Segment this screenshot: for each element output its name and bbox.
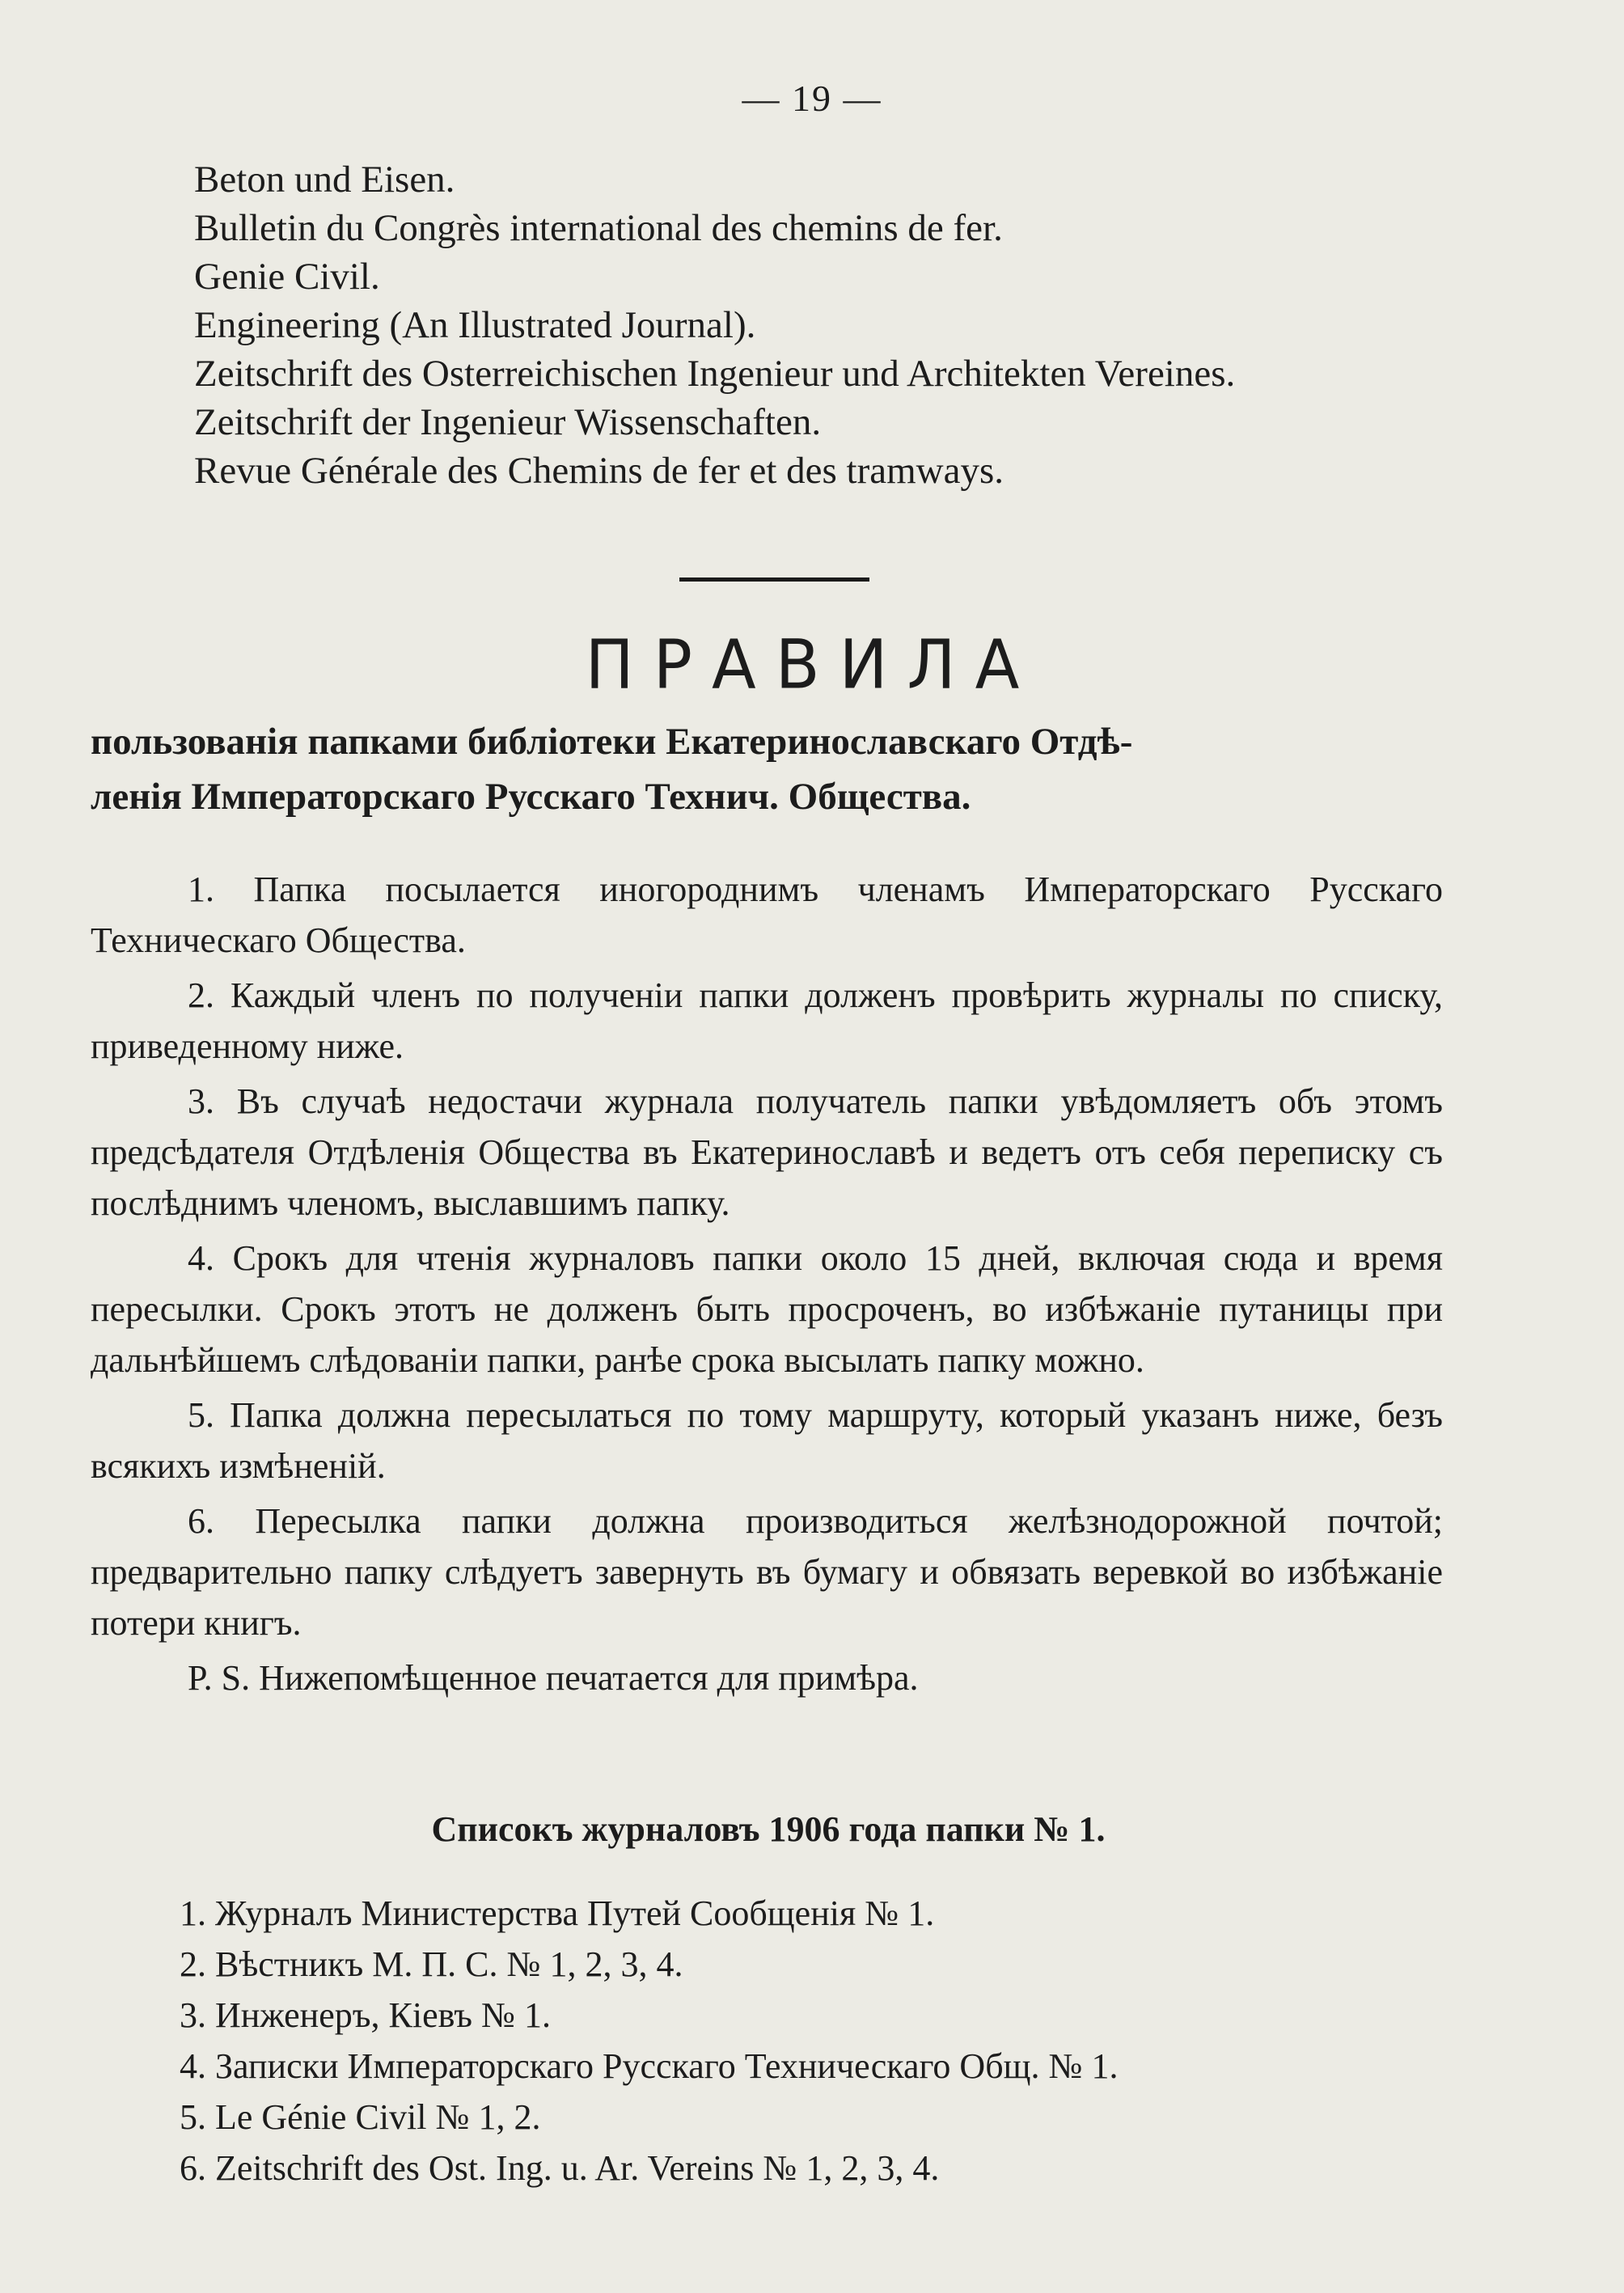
journal-line: Zeitschrift der Ingenieur Wissenschaften. — [194, 401, 822, 443]
subheading-line: пользованія папками библіотеки Екатеринославскаго Отдѣ- — [91, 721, 1133, 763]
journal-line: Genie Civil. — [194, 256, 380, 298]
subheading-line: ленія Императорскаго Русскаго Технич. Общества. — [91, 776, 971, 818]
list-item: 3. Инженеръ, Кіевъ № 1. — [180, 1995, 552, 2035]
list-item: 6. Zeitschrift des Ost. Ing. u. Ar. Vereins № 1, 2, 3, 4. — [180, 2148, 940, 2188]
rule-paragraph: 4. Срокъ для чтенія журналовъ папки около 15 дней, включая сюда и время пересылки. Срокъ этотъ не долженъ быть просроченъ, во избѣжаніе путаницы при дальнѣйшемъ слѣдованіи папки, ранѣе срока высылать папку можно. — [91, 1238, 1443, 1380]
list-item: 1. Журналъ Министерства Путей Сообщенія № 1. — [180, 1893, 935, 1933]
rule-paragraph: 5. Папка должна пересылаться по тому маршруту, который указанъ ниже, безъ всякихъ измѣненій. — [91, 1395, 1443, 1486]
journal-line: Beton und Eisen. — [194, 159, 455, 201]
section-divider — [679, 577, 869, 582]
postscript: P. S. Нижепомѣщенное печатается для примѣра. — [188, 1658, 919, 1698]
journal-list-heading: Списокъ журналовъ 1906 года папки № 1. — [431, 1809, 1106, 1849]
rules-heading: ПРАВИЛА — [585, 624, 1039, 704]
rule-paragraph: 3. Въ случаѣ недостачи журнала получатель папки увѣдомляетъ объ этомъ предсѣдателя Отдѣленія Общества въ Екатеринославѣ и ведетъ отъ себя переписку съ послѣднимъ членомъ, выславшимъ папку. — [91, 1081, 1443, 1223]
journal-line: Bulletin du Congrès international des chemins de fer. — [194, 207, 1003, 249]
journal-line: Engineering (An Illustrated Journal). — [194, 304, 756, 346]
journal-line: Revue Générale des Chemins de fer et des tramways. — [194, 450, 1004, 492]
foreign-journals-list — [194, 155, 1456, 495]
rules-subheading — [91, 714, 1474, 824]
rule-paragraph: 1. Папка посылается иногороднимъ членамъ Императорскаго Русскаго Техническаго Общества. — [91, 869, 1443, 960]
list-item: 5. Le Génie Civil № 1, 2. — [180, 2097, 541, 2137]
list-item: 4. Записки Императорскаго Русскаго Техническаго Общ. № 1. — [180, 2046, 1119, 2086]
page-number: — 19 — — [742, 78, 882, 119]
list-item: 2. Вѣстникъ М. П. С. № 1, 2, 3, 4. — [180, 1944, 683, 1984]
rules-body — [91, 864, 1443, 1703]
journal-folder-list — [180, 1888, 1474, 2194]
rule-paragraph: 2. Каждый членъ по полученіи папки долженъ провѣрить журналы по списку, приведенному ниже. — [91, 975, 1443, 1066]
rule-paragraph: 6. Пересылка папки должна производиться желѣзнодорожной почтой; предварительно папку слѣдуетъ завернуть въ бумагу и обвязать веревкой во избѣжаніе потери книгъ. — [91, 1501, 1443, 1643]
journal-line: Zeitschrift des Osterreichischen Ingenieur und Architekten Vereines. — [194, 353, 1236, 395]
